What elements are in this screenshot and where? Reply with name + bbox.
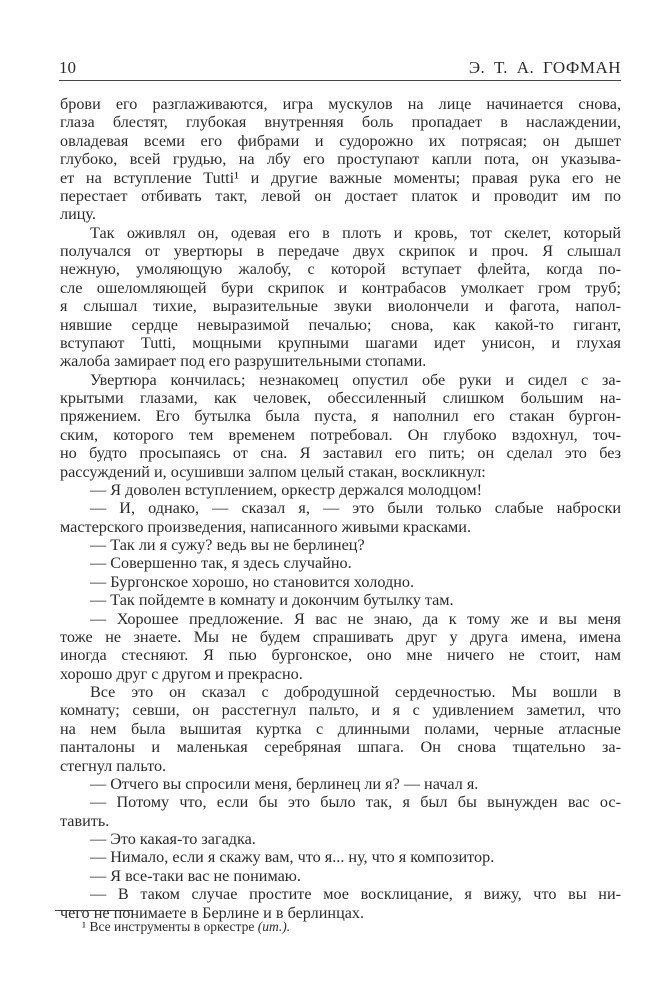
text-line: глаза блестят, глубокая внутренняя боль пропадает в наслаждении, bbox=[60, 113, 621, 132]
text-line: лицу. bbox=[60, 205, 96, 224]
paragraph bbox=[60, 885, 621, 922]
paragraph bbox=[60, 499, 621, 536]
running-header bbox=[59, 56, 621, 81]
paragraph bbox=[60, 775, 621, 793]
text-line: хорошо друг с другом и прекрасно. bbox=[60, 664, 303, 683]
text-line: перестает отбивать такт, левой он достает платок и проводит им по bbox=[60, 186, 621, 205]
text-line: — И, однако, — сказал я, — это были только слабые наброски bbox=[90, 499, 621, 518]
running-head-author: Э. Т. А. ГОФМАН bbox=[468, 58, 621, 77]
text-line: панталоны и маленькая серебряная шпага. Он снова тщательно за- bbox=[60, 738, 621, 757]
text-line: овладевая всеми его фибрами и судорожно их потрясая; он дышет bbox=[60, 131, 621, 150]
text-line: — Я доволен вступлением, оркестр держался молодцом! bbox=[90, 480, 483, 499]
text-line: стегнул пальто. bbox=[60, 756, 167, 775]
paragraph bbox=[60, 536, 621, 554]
footnote bbox=[82, 919, 290, 935]
paragraph bbox=[60, 554, 621, 572]
text-line: комнату; севши, он расстегнул пальто, и я с удивлением заметил, что bbox=[60, 701, 621, 720]
paragraph bbox=[60, 591, 621, 609]
text-line: вступают Tutti, мощными крупными шагами идет унисон, и глухая bbox=[60, 333, 621, 352]
text-line: — Нимало, если я скажу вам, что я... ну, что я композитор. bbox=[90, 848, 495, 867]
text-line: Все это он сказал с добродушной сердечностью. Мы вошли в bbox=[90, 683, 621, 701]
text-line: глубоко, всей грудью, на лбу его проступают капли пота, он указыва- bbox=[60, 150, 621, 169]
text-line: рассуждений и, осушивши залпом целый стакан, воскликнул: bbox=[60, 462, 486, 481]
paragraph bbox=[60, 793, 621, 830]
text-line: но будто просыпаясь от сна. Я заставил его пить; он сделал это без bbox=[60, 444, 621, 463]
text-line: получался от увертюры в передаче двух скрипок и проч. Я слышал bbox=[60, 242, 621, 260]
text-line: крытыми глазами, как человек, обессиленный слишком большим на- bbox=[60, 389, 621, 407]
paragraph bbox=[60, 848, 621, 866]
page-number: 10 bbox=[59, 58, 76, 77]
text-line: Увертюра кончилась; незнакомец опустил обе руки и сидел с за- bbox=[90, 370, 621, 389]
text-line: на нем была вышитая куртка с длинными полами, черные атласные bbox=[60, 719, 621, 738]
text-line: — Это какая-то загадка. bbox=[90, 830, 256, 848]
paragraph bbox=[60, 573, 621, 591]
text-line: — В таком случае простите мое восклицание, я вижу, что вы ни- bbox=[90, 885, 621, 904]
paragraph bbox=[60, 867, 621, 885]
text-line: пряжением. Его бутылка была пуста, я наполнил его стакан бургон- bbox=[60, 407, 621, 426]
text-line: — Совершенно так, я здесь случайно. bbox=[90, 554, 352, 573]
text-line: — Я все-таки вас не понимаю. bbox=[90, 866, 301, 885]
text-line: чего не понимаете в Берлине и в берлинцах. bbox=[60, 903, 365, 922]
text-line: я слышал тихие, выразительные звуки виолончели и фагота, напол- bbox=[60, 297, 621, 316]
text-line: жалоба замирает под его разрушительными стопами. bbox=[60, 352, 427, 371]
paragraph bbox=[60, 830, 621, 848]
text-line: — Отчего вы спросили меня, берлинец ли я? — начал я. bbox=[90, 774, 479, 793]
footnote-mark: ¹ bbox=[82, 919, 87, 934]
paragraph bbox=[60, 481, 621, 499]
footnote-separator bbox=[55, 910, 133, 911]
paragraph bbox=[60, 610, 621, 684]
text-line: мастерского произведения, написанного живыми красками. bbox=[60, 517, 471, 536]
text-line: Так оживлял он, одевая его в плоть и кровь, тот скелет, который bbox=[90, 223, 621, 242]
text-line: иногда стесняют. Я пью бургонское, оно мне ничего не стоит, нам bbox=[60, 646, 621, 665]
text-line: тоже не знаете. Мы не будем спрашивать друг у друга имена, имена bbox=[60, 627, 621, 646]
paragraph bbox=[60, 371, 621, 481]
text-line: нявшие сердце невыразимой печалью; снова, как какой-то гигант, bbox=[60, 315, 621, 334]
text-line: — Так пойдемте в комнату и докончим бутылку там. bbox=[90, 591, 454, 610]
text-line: нежную, умоляющую жалобу, с которой вступает флейта, когда по- bbox=[60, 260, 621, 279]
footnote-italic: (ит.). bbox=[257, 919, 291, 934]
text-line: — Потому что, если бы это было так, я был бы вынужден вас ос- bbox=[90, 793, 621, 812]
text-line: — Бургонское хорошо, но становится холодно. bbox=[90, 572, 415, 591]
paragraph bbox=[60, 683, 621, 775]
paragraph bbox=[60, 224, 621, 371]
paragraph bbox=[60, 95, 621, 224]
text-line: ским, которого тем временем потребовал. Он глубоко вздохнул, точ- bbox=[60, 425, 621, 444]
body-text bbox=[60, 95, 621, 922]
text-line: сле ошеломляющей бури скрипок и контрабасов умолкает гром труб; bbox=[60, 278, 621, 297]
text-line: — Так ли я сужу? ведь вы не берлинец? bbox=[90, 536, 365, 554]
text-line: — Хорошее предложение. Я вас не знаю, да к тому же и вы меня bbox=[90, 609, 621, 628]
text-line: ет на вступление Tutti¹ и другие важные моменты; правая рука его не bbox=[60, 168, 621, 187]
text-line: брови его разглаживаются, игра мускулов на лице начинается снова, bbox=[60, 95, 621, 113]
footnote-text: Все инструменты в оркестре bbox=[89, 919, 258, 934]
text-line: тавить. bbox=[60, 811, 110, 830]
